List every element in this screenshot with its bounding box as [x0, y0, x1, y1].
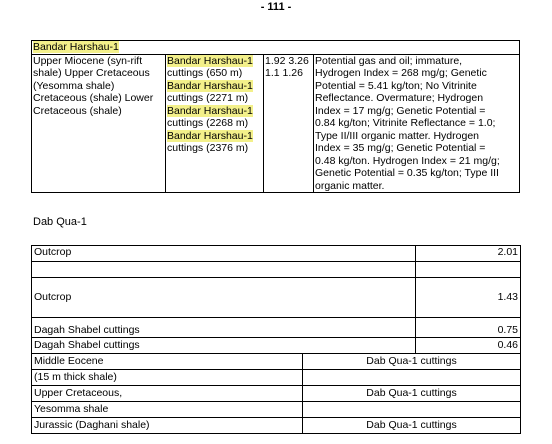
comments-cell: [314, 54, 520, 193]
formation-cell: Upper Cretaceous,: [32, 386, 303, 402]
sample-name: Bandar Harshau-1: [167, 79, 253, 92]
blank-cell: [303, 370, 521, 386]
table-row: [32, 386, 521, 402]
table-row: [32, 338, 521, 354]
values-line: 1.92 3.26: [265, 54, 309, 67]
table-row: [32, 402, 521, 418]
table-row: [32, 354, 521, 370]
comment-line: Index = 35 mg/g; Genetic Potential =: [315, 142, 486, 154]
table-header-row: [32, 41, 520, 55]
comment-line: 0.84 kg/ton; Vitrinite Reflectance = 1.0;: [315, 117, 496, 129]
comment-line: Hydrogen Index = 268 mg/g; Genetic: [315, 67, 487, 79]
well-name: Bandar Harshau-1: [33, 41, 119, 53]
values-cell: [264, 54, 314, 193]
samples-cell: [166, 54, 264, 193]
bandar-harshau-table: [31, 40, 520, 193]
sample-detail: cuttings (2271 m): [167, 92, 249, 104]
comment-line: Potential = 5.41 kg/ton; No Vitrinite: [315, 79, 477, 92]
well-name-cell: [32, 41, 520, 55]
dagah-label: Dagah Shabel cuttings: [32, 338, 416, 354]
comment-line: 0.48 kg/ton. Hydrogen Index = 21 mg/g;: [315, 154, 500, 167]
formation-line: Cretaceous (shale): [33, 104, 122, 117]
comment-line: Index = 17 mg/g; Genetic Potential =: [315, 104, 486, 117]
table-row: [32, 246, 521, 262]
comment-line: Genetic Potential = 0.35 kg/ton; Type III: [315, 167, 499, 179]
outcrop-label: Outcrop: [32, 246, 416, 262]
page-number: - 111 -: [260, 1, 292, 13]
outcrop-value: 1.43: [416, 278, 521, 318]
outcrop-label: Outcrop: [32, 278, 416, 318]
formation-line: Cretaceous (shale) Lower: [33, 92, 154, 104]
formation-line: (Yesomma shale): [33, 79, 115, 92]
table-row: [32, 262, 521, 278]
comment-line: Reflectance. Overmature; Hydrogen: [315, 92, 484, 104]
table-row: [32, 278, 521, 318]
sample-detail: cuttings (650 m): [167, 67, 243, 79]
formation-cell: Middle Eocene: [32, 354, 303, 370]
sample-cell: Dab Qua-1 cuttings: [303, 386, 521, 402]
table-row: [32, 370, 521, 386]
formation-cell: (15 m thick shale): [32, 370, 303, 386]
sample-detail: cuttings (2268 m): [167, 117, 249, 129]
formation-cell: Yesomma shale: [32, 402, 303, 418]
sample-cell: Dab Qua-1 cuttings: [303, 354, 521, 370]
comment-line: organic matter.: [315, 179, 385, 192]
table-row: [32, 54, 520, 193]
blank-cell: [416, 262, 521, 278]
sample-detail: cuttings (2376 m): [167, 142, 249, 154]
table-row: [32, 318, 521, 338]
dagah-label: Dagah Shabel cuttings: [32, 318, 416, 338]
formation-line: shale) Upper Cretaceous: [33, 67, 150, 79]
outcrop-value: 2.01: [416, 246, 521, 262]
comment-line: Type II/III organic matter. Hydrogen: [315, 129, 479, 142]
blank-cell: [32, 262, 416, 278]
sample-name: Bandar Harshau-1: [167, 54, 253, 67]
values-line: 1.1 1.26: [265, 67, 303, 79]
sample-name: Bandar Harshau-1: [167, 104, 253, 117]
section-title: Dab Qua-1: [33, 216, 87, 228]
sample-cell: Dab Qua-1 cuttings: [303, 418, 521, 434]
dagah-value: 0.46: [416, 338, 521, 354]
formation-line: Upper Miocene (syn-rift: [33, 54, 143, 67]
sample-name: Bandar Harshau-1: [167, 129, 253, 142]
comment-line: Potential gas and oil; immature,: [315, 54, 463, 67]
dab-qua-table: [31, 245, 521, 434]
table-row: [32, 418, 521, 434]
formation-cell: [32, 54, 166, 193]
dagah-value: 0.75: [416, 318, 521, 338]
blank-cell: [303, 402, 521, 418]
formation-cell: Jurassic (Daghani shale): [32, 418, 303, 434]
